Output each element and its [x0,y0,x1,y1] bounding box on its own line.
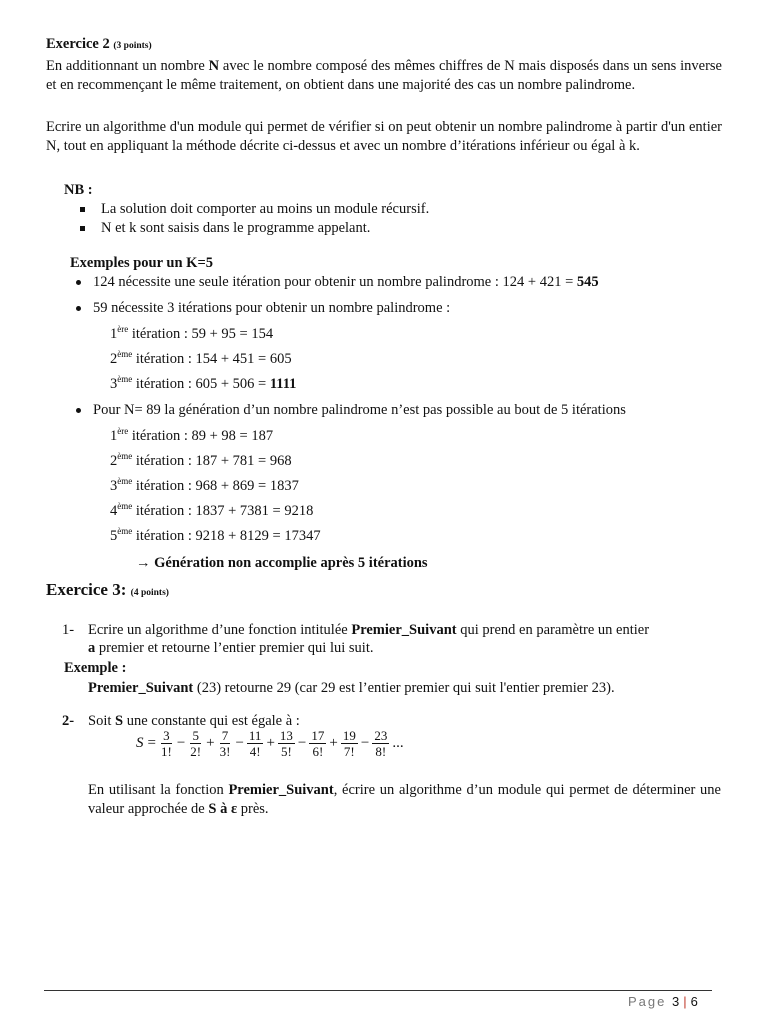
para1-text-b: avec le nombre composé des mêmes chiffres de N mais disposés dans un sens inverse et en recommençant le même traitement, on obtient dans une majorité des cas un nombre palindrome. [46,58,722,93]
exercise-3-title: Exercice 3: [46,580,127,599]
formula-fraction [247,728,264,759]
formula-operator: = [147,735,156,751]
fraction-denominator: 8! [375,744,387,759]
formula-fraction [372,728,389,759]
iteration-number: 2 [110,453,118,469]
fraction-denominator: 6! [312,744,324,759]
question-2-text-b: une constante qui est égale à : [123,713,300,729]
question-2-para-a: En utilisant la fonction [88,782,229,798]
formula-operator: + [329,735,338,751]
iteration-suffix: ème [117,501,133,512]
question-2-para-b: , écrire un algorithme d’un module qui permet de déterminer une valeur approchée de [88,782,721,817]
iteration-number: 4 [110,503,118,519]
iteration-text: itération : 9218 + 8129 = 17347 [132,528,321,544]
question-2-number: 2- [62,713,75,729]
formula-operator: − [297,735,307,751]
question-2-text-a: Soit [88,713,115,729]
example-3-text: Pour N= 89 la génération d’un nombre palindrome n’est pas possible au bout de 5 itérations [93,402,626,418]
formula-fraction [188,728,203,759]
iteration-line [110,427,273,446]
example-3 [76,401,626,420]
footer-separator: | [683,994,687,1009]
nb-item-text: La solution doit comporter au moins un module récursif. [101,201,430,217]
series-formula [134,728,406,759]
formula-fraction [309,728,326,759]
question-1-param: a [88,640,96,656]
fraction-denominator: 1! [160,744,172,759]
question-2-paragraph [88,781,721,819]
iteration-line [110,477,299,496]
page-footer [628,994,698,1009]
nb-item-text: N et k sont saisis dans le programme appelant. [101,220,371,236]
nb-item [80,219,370,238]
question-2-para-c: près. [237,801,269,817]
footer-page-number: 3 [672,994,680,1009]
formula-fraction [218,728,233,759]
footer-divider [44,990,712,991]
formula-operator: − [235,735,244,751]
iteration-line [110,325,273,344]
fraction-denominator: 3! [219,744,231,759]
exercise-3-points: (4 points) [130,588,169,598]
example-1-result: 545 [576,274,599,290]
iteration-suffix: ème [117,451,133,462]
formula-operator: + [266,735,275,751]
iteration-line [110,350,292,369]
question-1 [62,621,649,640]
footer-page-label: Page [628,994,667,1009]
question-1-line-2 [88,639,373,658]
example-line [88,679,615,698]
iteration-number: 1 [110,428,118,444]
iteration-number: 1 [110,326,118,342]
iteration-result: 1111 [269,376,297,392]
fraction-numerator: 5 [192,728,199,743]
fraction-numerator: 7 [221,728,229,743]
nb-title [64,181,93,200]
exercise-3-heading [46,580,169,600]
examples-title-text: Exemples pour un K=5 [70,255,213,271]
fraction-numerator: 17 [311,728,325,743]
para1-n: N [208,58,220,74]
fraction-numerator: 23 [374,728,388,743]
formula-fraction [341,728,358,759]
iteration-text: itération : 605 + 506 = [132,376,270,392]
bullet-icon [76,306,81,311]
fraction-numerator: 11 [248,728,262,743]
iteration-number: 3 [110,478,118,494]
iteration-line [110,502,313,521]
iteration-number: 3 [110,376,118,392]
iteration-line [110,527,321,546]
example-heading [64,659,126,678]
nb-title-text: NB : [64,182,93,198]
example-title: Exemple : [64,660,127,676]
example-2-text: 59 nécessite 3 itérations pour obtenir un nombre palindrome : [93,300,451,316]
iteration-suffix: ème [117,349,133,360]
example-text: (23) retourne 29 (car 29 est l’entier premier qui suit l'entier premier 23). [193,680,615,696]
question-1-text-a: Ecrire un algorithme d’une fonction intitulée [88,622,352,638]
iteration-line [110,452,292,471]
fraction-denominator: 5! [280,744,292,759]
formula-tail: ... [392,735,404,751]
formula-lhs: S [136,735,144,751]
fraction-denominator: 7! [343,744,355,759]
bullet-icon [76,280,81,285]
exercise-2-title: Exercice 2 [46,36,110,52]
fraction-denominator: 4! [249,744,261,759]
example-1-text: 124 nécessite une seule itération pour obtenir un nombre palindrome : 124 + 421 = [93,274,577,290]
iteration-text: itération : 968 + 869 = 1837 [132,478,299,494]
iteration-text: itération : 187 + 781 = 968 [132,453,292,469]
formula-fraction [278,728,295,759]
exercise-2-heading [46,35,152,56]
bullet-icon [76,408,81,413]
conclusion-text: → Génération non accomplie après 5 itérations [136,555,428,571]
fraction-numerator: 19 [342,728,356,743]
iteration-text: itération : 154 + 451 = 605 [132,351,292,367]
example-1 [76,273,599,292]
iteration-text: itération : 89 + 98 = 187 [128,428,274,444]
iteration-suffix: ère [117,324,129,335]
exercise-2-paragraph-1 [46,57,722,95]
square-bullet-icon [80,207,85,212]
formula-operator: + [206,735,215,751]
example-function: Premier_Suivant [88,680,194,696]
examples-title [70,254,213,273]
iteration-line [110,375,296,394]
exercise-2-paragraph-2: Ecrire un algorithme d'un module qui permet de vérifier si on peut obtenir un nombre palindrome à partir d'un entier N, tout en appliquant la méthode décrite ci-dessus et avec un nombre d’itérations inférieur ou égal à k. [46,119,722,154]
example-2 [76,299,450,318]
iteration-suffix: ème [117,526,133,537]
iteration-number: 5 [110,528,118,544]
question-1-text-b: qui prend en paramètre un entier [456,622,650,638]
conclusion [136,554,428,573]
formula-terms [146,728,391,759]
question-1-text-c: premier et retourne l’entier premier qui lui suit. [95,640,374,656]
iteration-suffix: ère [117,426,129,437]
iteration-suffix: ème [117,476,133,487]
fraction-numerator: 3 [163,728,170,743]
fraction-denominator: 2! [190,744,202,759]
formula-operator: − [176,735,186,751]
footer-page-total: 6 [690,994,698,1009]
question-2-para-function: Premier_Suivant [228,782,334,798]
question-1-number: 1- [62,622,75,638]
formula-operator: − [360,735,370,751]
iteration-number: 2 [110,351,118,367]
iteration-text: itération : 59 + 95 = 154 [128,326,274,342]
iteration-text: itération : 1837 + 7381 = 9218 [132,503,314,519]
para1-text-a: En additionnant un nombre [46,58,209,74]
formula-fraction [159,728,174,759]
iteration-suffix: ème [117,374,133,385]
exercise-2-points: (3 points) [113,41,152,51]
question-2-para-s: S à ε [208,801,238,817]
question-1-function: Premier_Suivant [351,622,457,638]
fraction-numerator: 13 [279,728,293,743]
nb-item [80,200,429,219]
square-bullet-icon [80,226,85,231]
question-2-s: S [115,713,124,729]
